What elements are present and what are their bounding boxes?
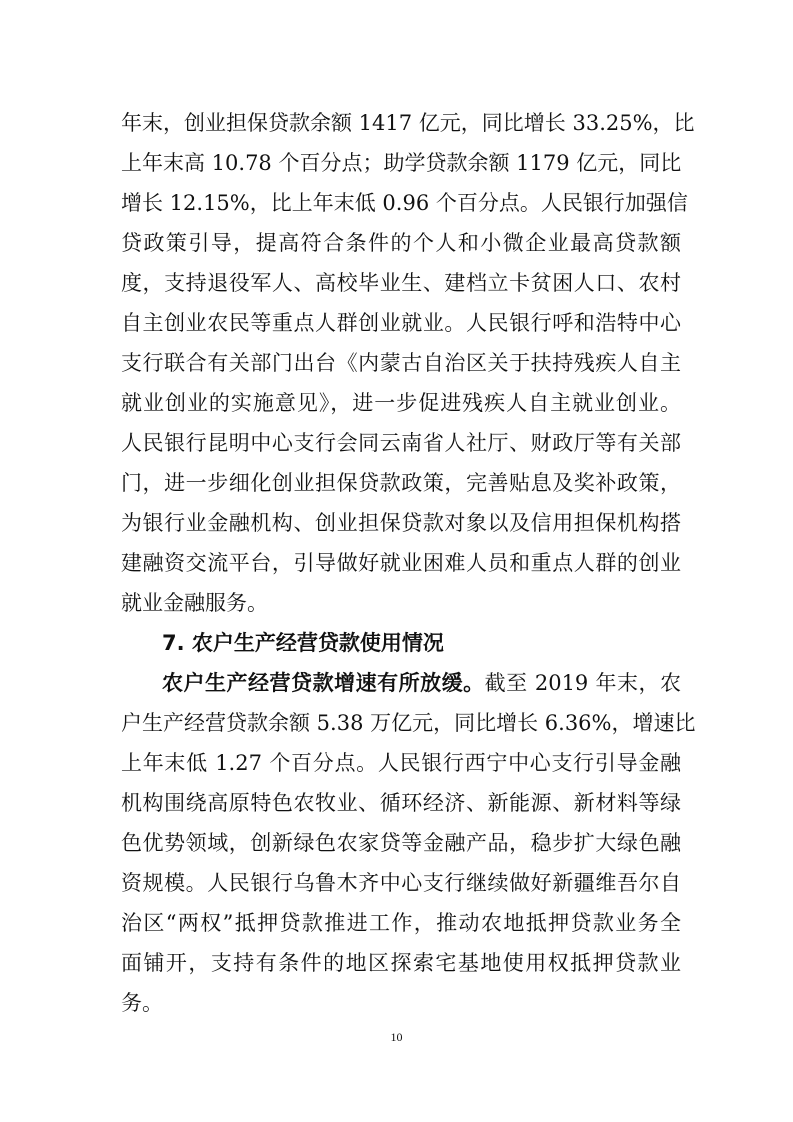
paragraph-line: 上年末低 1.27 个百分点。人民银行西宁中心支行引导金融 (121, 751, 681, 775)
paragraph-line: 人民银行昆明中心支行会同云南省人社厅、财政厅等有关部 (121, 431, 681, 455)
paragraph-line: 治区“两权”抵押贷款推进工作，推动农地抵押贷款业务全 (121, 911, 681, 935)
paragraph-line: 户生产经营贷款余额 5.38 万亿元，同比增长 6.36%，增速比 (121, 711, 696, 735)
paragraph-line: 面铺开，支持有条件的地区探索宅基地使用权抵押贷款业 (121, 951, 681, 975)
paragraph-line: 机构围绕高原特色农牧业、循环经济、新能源、新材料等绿 (121, 791, 681, 815)
paragraph-line: 为银行业金融机构、创业担保贷款对象以及信用担保机构搭 (121, 511, 681, 535)
paragraph-line: 贷政策引导，提高符合条件的个人和小微企业最高贷款额 (121, 231, 681, 255)
paragraph-line: 资规模。人民银行乌鲁木齐中心支行继续做好新疆维吾尔自 (121, 871, 681, 895)
paragraph-line: 就业金融服务。 (121, 591, 268, 615)
paragraph-line: 门，进一步细化创业担保贷款政策，完善贴息及奖补政策， (121, 471, 681, 495)
paragraph-line: 务。 (121, 991, 163, 1015)
page-number: 10 (390, 1030, 403, 1044)
paragraph-line: 色优势领域，创新绿色农家贷等金融产品，稳步扩大绿色融 (121, 831, 681, 855)
paragraph-line: 度，支持退役军人、高校毕业生、建档立卡贫困人口、农村 (121, 271, 681, 295)
paragraph-first-line (162, 663, 681, 703)
paragraph-line: 建融资交流平台，引导做好就业困难人员和重点人群的创业 (121, 551, 681, 575)
paragraph-line: 就业创业的实施意见》，进一步促进残疾人自主就业创业。 (121, 391, 681, 415)
paragraph-lead-bold: 农户生产经营贷款增速有所放缓。 (162, 671, 485, 695)
paragraph-line: 自主创业农民等重点人群创业就业。人民银行呼和浩特中心 (121, 311, 681, 335)
section-heading: 7. 农户生产经营贷款使用情况 (162, 631, 444, 655)
paragraph-line: 年末，创业担保贷款余额 1417 亿元，同比增长 33.25%，比 (121, 111, 695, 135)
paragraph-line: 支行联合有关部门出台《内蒙古自治区关于扶持残疾人自主 (121, 351, 681, 375)
paragraph-line: 增长 12.15%，比上年末低 0.96 个百分点。人民银行加强信 (121, 191, 688, 215)
paragraph-line: 上年末高 10.78 个百分点；助学贷款余额 1179 亿元，同比 (121, 151, 682, 175)
paragraph-first-line-rest: 截至 2019 年末，农 (484, 671, 681, 695)
